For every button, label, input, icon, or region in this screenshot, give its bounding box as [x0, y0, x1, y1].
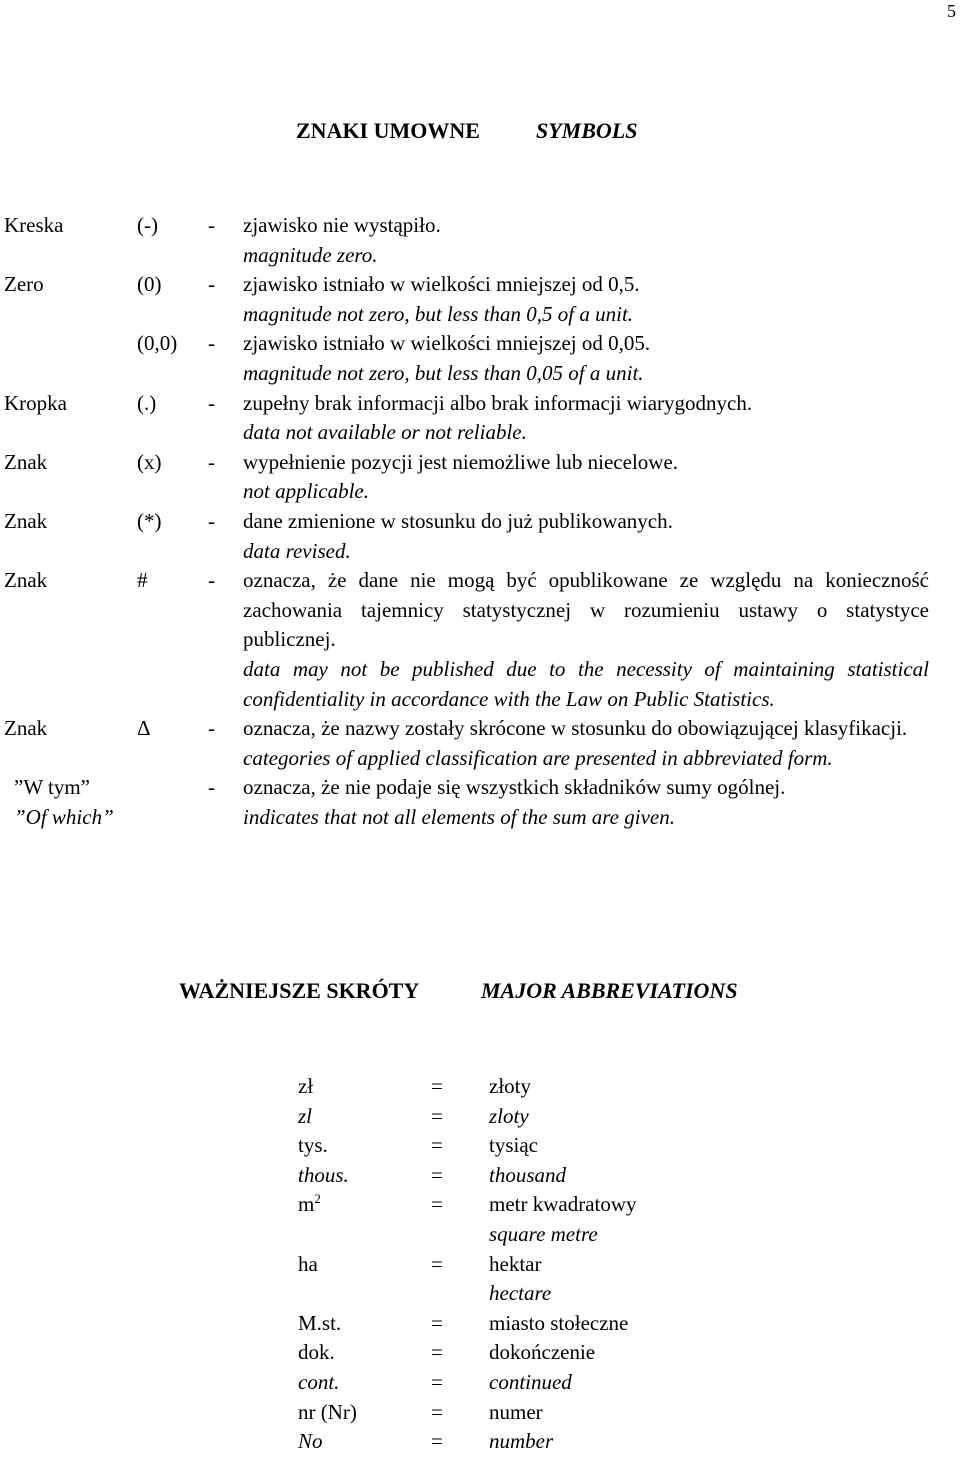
- abbreviation-definition: tysiąc: [489, 1133, 538, 1158]
- symbol-row: [0, 566, 960, 714]
- abbreviation-row: [0, 1368, 960, 1398]
- abbreviation-term: zl: [298, 1103, 313, 1128]
- symbol-description-en: data revised.: [243, 538, 351, 563]
- abbreviation-equals: =: [431, 1251, 443, 1276]
- abbreviation-term: No: [298, 1429, 323, 1454]
- abbreviation-definition: hektar: [489, 1251, 542, 1276]
- abbreviation-term-superscript: 2: [314, 1191, 321, 1207]
- symbol-description-en: magnitude not zero, but less than 0,5 of a unit.: [243, 301, 634, 326]
- symbol-sign: (0): [137, 272, 162, 297]
- symbol-name: Znak: [4, 449, 48, 474]
- abbreviation-row: [0, 1102, 960, 1132]
- symbol-row: [0, 270, 960, 329]
- abbreviation-equals: =: [431, 1310, 443, 1335]
- abbreviation-definition: zloty: [489, 1103, 529, 1128]
- symbol-description-pl: zjawisko istniało w wielkości mniejszej od 0,5.: [243, 272, 640, 297]
- symbol-description-en: data not available or not reliable.: [243, 420, 527, 445]
- abbreviation-term: M.st.: [298, 1310, 342, 1335]
- symbol-dash: -: [208, 390, 215, 415]
- symbol-description: [243, 211, 929, 270]
- abbreviation-term: cont.: [298, 1369, 340, 1394]
- abbreviation-term-block: [298, 1190, 321, 1220]
- abbreviation-row: [0, 1309, 960, 1339]
- abbreviation-definition: metr kwadratowy: [489, 1192, 637, 1217]
- symbol-description-pl: zjawisko istniało w wielkości mniejszej od 0,05.: [243, 331, 651, 356]
- abbreviation-row: [0, 1131, 960, 1161]
- abbreviations-list: [0, 1072, 960, 1457]
- abbreviation-definition: miasto stołeczne: [489, 1310, 629, 1335]
- symbol-description: [243, 389, 929, 448]
- abbreviation-row: [0, 1161, 960, 1191]
- symbol-name: Znak: [4, 508, 48, 533]
- symbol-row: [0, 448, 960, 507]
- abbreviation-equals: =: [431, 1103, 443, 1128]
- symbol-description-pl: wypełnienie pozycji jest niemożliwe lub niecelowe.: [243, 449, 679, 474]
- abbreviation-equals: =: [431, 1340, 443, 1365]
- symbol-description: [243, 329, 929, 388]
- page-number: 5: [947, 1, 956, 21]
- symbol-description-pl: oznacza, że nie podaje się wszystkich składników sumy ogólnej.: [243, 775, 786, 800]
- symbol-description: [243, 714, 929, 773]
- abbreviation-term: ha: [298, 1251, 318, 1276]
- abbreviation-equals: =: [431, 1192, 443, 1217]
- symbol-description-en: magnitude not zero, but less than 0,05 of a unit.: [243, 360, 644, 385]
- symbol-description-en: magnitude zero.: [243, 242, 378, 267]
- abbreviation-equals: =: [431, 1369, 443, 1394]
- symbol-description: [243, 270, 929, 329]
- symbol-dash: -: [208, 449, 215, 474]
- abbreviation-definition: numer: [489, 1399, 543, 1424]
- abbreviation-equals: =: [431, 1429, 443, 1454]
- abbreviation-row: [0, 1338, 960, 1368]
- abbreviation-row: [0, 1427, 960, 1457]
- symbol-dash: -: [208, 213, 215, 237]
- symbol-name: Znak: [4, 568, 48, 593]
- abbreviation-equals: =: [431, 1133, 443, 1158]
- symbol-description-pl: zjawisko nie wystąpiło.: [243, 213, 441, 237]
- symbol-description-pl: zupełny brak informacji albo brak informacji wiarygodnych.: [243, 390, 753, 415]
- abbreviation-row: [0, 1250, 960, 1309]
- symbol-row: [0, 329, 960, 388]
- symbol-dash: -: [208, 775, 215, 800]
- abbreviation-equals: =: [431, 1074, 443, 1098]
- abbreviation-definition: continued: [489, 1369, 572, 1394]
- symbol-description: [243, 448, 929, 507]
- symbol-dash: -: [208, 568, 215, 593]
- symbol-description-pl: oznacza, że nazwy zostały skrócone w stosunku do obowiązującej klasyfikacji.: [243, 716, 908, 741]
- abbreviation-term: tys.: [298, 1133, 328, 1158]
- symbol-description-pl: oznacza, że dane nie mogą być opublikowane ze względu na konieczność zachowania tajemnicy statystycznej w rozumieniu ustawy o statystyce publicznej.: [243, 568, 929, 652]
- symbol-name: Kreska: [4, 213, 64, 237]
- abbreviation-term: dok.: [298, 1340, 335, 1365]
- abbreviation-row: [0, 1398, 960, 1428]
- symbol-description-en: data may not be published due to the necessity of maintaining statistical confidentiality in accordance with the Law on Public Statistics.: [243, 656, 929, 711]
- symbol-description: [243, 773, 929, 832]
- symbol-description-en: not applicable.: [243, 479, 369, 504]
- symbols-list: [0, 211, 960, 832]
- symbol-name-block: [14, 773, 114, 832]
- symbol-row: [0, 389, 960, 448]
- symbol-description: [243, 566, 929, 714]
- symbol-dash: -: [208, 272, 215, 297]
- abbreviation-definition: thousand: [489, 1162, 567, 1187]
- symbol-name-en: ”Of which”: [14, 804, 114, 829]
- abbreviation-definition-en: square metre: [489, 1221, 598, 1246]
- symbol-sign: (.): [137, 390, 157, 415]
- abbreviations-heading-pl: WAŻNIEJSZE SKRÓTY: [179, 978, 420, 1003]
- symbol-sign: Δ: [137, 716, 151, 741]
- symbol-description-en: indicates that not all elements of the sum are given.: [243, 804, 675, 829]
- symbol-description: [243, 507, 929, 566]
- symbol-sign: #: [137, 568, 148, 593]
- symbol-row: [0, 507, 960, 566]
- abbreviations-heading-en: MAJOR ABBREVIATIONS: [481, 978, 738, 1003]
- symbol-description-en: categories of applied classification are presented in abbreviated form.: [243, 745, 833, 770]
- abbreviation-equals: =: [431, 1399, 443, 1424]
- symbol-name: ”W tym”: [14, 775, 91, 800]
- symbols-heading-pl: ZNAKI UMOWNE: [296, 118, 480, 143]
- abbreviation-definition: dokończenie: [489, 1340, 596, 1365]
- abbreviation-term: nr (Nr): [298, 1399, 357, 1424]
- abbreviation-definition: złoty: [489, 1074, 531, 1098]
- abbreviation-row: [0, 1072, 960, 1102]
- symbols-heading-en: SYMBOLS: [536, 118, 638, 143]
- symbol-dash: -: [208, 716, 215, 741]
- abbreviation-equals: =: [431, 1162, 443, 1187]
- abbreviation-term: m: [298, 1192, 315, 1217]
- abbreviation-term: thous.: [298, 1162, 349, 1187]
- symbol-name: Znak: [4, 716, 48, 741]
- abbreviation-definition-en: hectare: [489, 1281, 552, 1306]
- abbreviation-term: zł: [298, 1074, 314, 1098]
- symbol-sign: (-): [137, 213, 158, 237]
- symbol-row: [0, 211, 960, 270]
- symbol-sign: (x): [137, 449, 162, 474]
- symbol-row: [0, 714, 960, 773]
- abbreviation-definition: number: [489, 1429, 554, 1454]
- symbol-dash: -: [208, 508, 215, 533]
- symbol-description-pl: dane zmienione w stosunku do już publikowanych.: [243, 508, 673, 533]
- symbol-dash: -: [208, 331, 215, 356]
- symbol-name: Zero: [4, 272, 44, 297]
- symbol-name: Kropka: [4, 390, 67, 415]
- abbreviation-row: [0, 1190, 960, 1249]
- symbol-sign: (0,0): [137, 331, 178, 356]
- symbol-sign: (*): [137, 508, 162, 533]
- symbol-row: [0, 773, 960, 832]
